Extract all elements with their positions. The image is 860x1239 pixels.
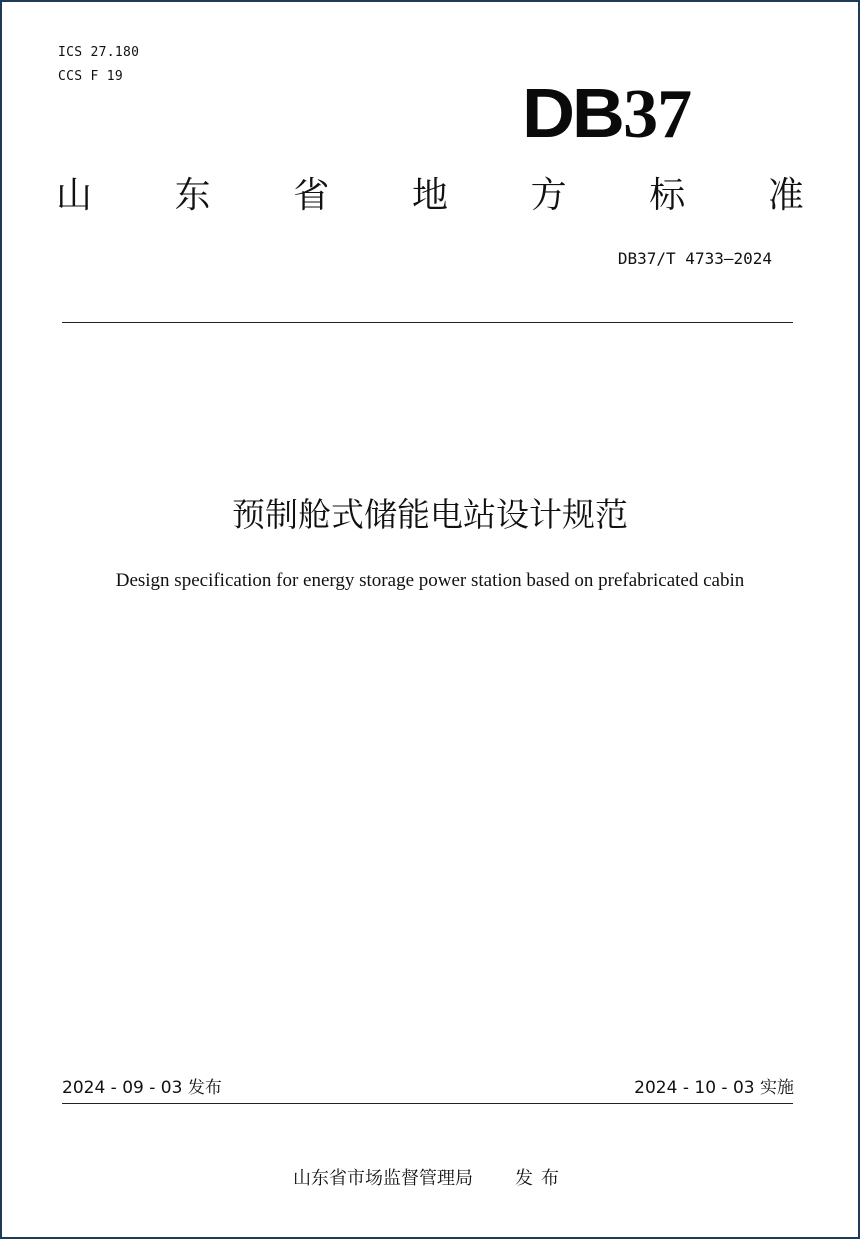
publisher-action: 发布 [515,1168,567,1189]
publisher-organization: 山东省市场监督管理局 [293,1168,473,1189]
effective-date: 2024 - 10 - 03 实施 [634,1078,794,1098]
logo-letters: DB [522,74,622,152]
standard-type-heading [50,172,810,220]
standard-type-char: 标 [649,175,686,216]
bottom-divider [62,1103,793,1104]
ccs-code: CCS F 19 [58,69,124,84]
document-title-chinese: 预制舱式储能电站设计规范 [232,495,628,534]
standard-type-char: 东 [174,175,211,216]
issue-date: 2024 - 09 - 03 发布 [62,1078,222,1098]
top-divider [62,322,793,323]
standard-number: DB37/T 4733—2024 [617,249,772,268]
standard-type-char: 方 [530,175,567,216]
standard-type-char: 地 [411,175,448,216]
publisher-line [0,1166,860,1192]
db37-logo [522,74,732,153]
standard-type-char: 准 [767,175,804,216]
document-title-english: Design specification for energy storage power station based on prefabricated cabin [115,570,745,591]
ics-code: ICS 27.180 [58,45,140,60]
standard-type-char: 省 [293,175,330,216]
logo-number: 37 [623,76,692,153]
standard-type-char: 山 [55,175,92,216]
